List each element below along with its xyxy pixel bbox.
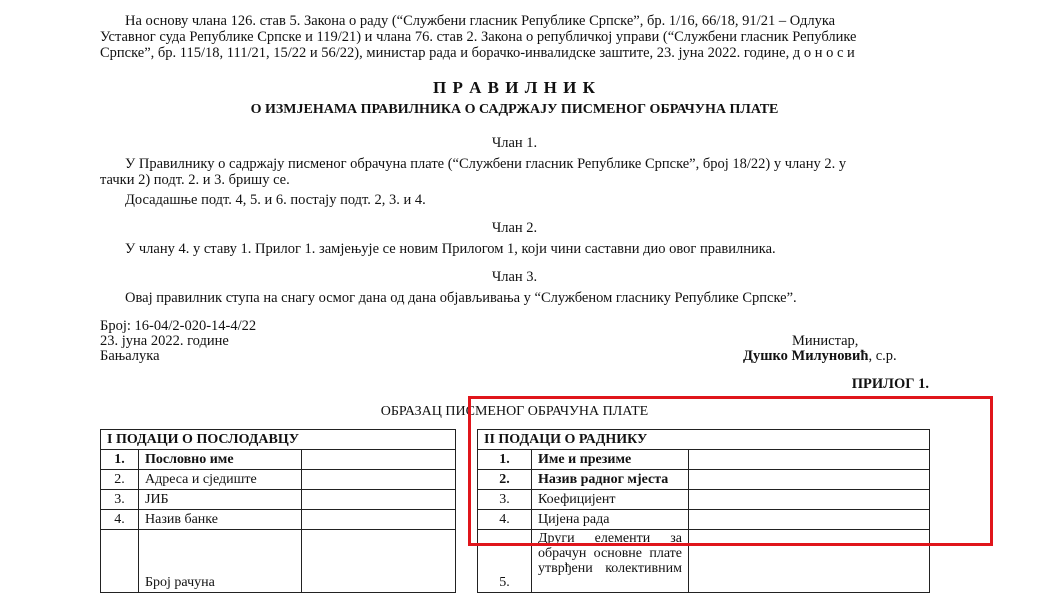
employer-section-title: I ПОДАЦИ О ПОСЛОДАВЦУ [101,430,456,450]
table-row [101,530,456,593]
row-number: 4. [101,510,139,530]
row-number: 2. [101,470,139,490]
row-value [302,510,456,530]
preamble-line-3: Српске”, бр. 115/18, 111/21, 15/22 и 56/22), министар рада и борачко-инвалидске заштите, 23. јуна 2022. године, д о н о с и [100,45,855,61]
document-number: Број: 16-04/2-020-14-4/22 [100,318,257,334]
row-number [101,530,139,593]
row-label: Назив радног мјеста [532,470,689,490]
article-1-heading: Члан 1. [491,135,538,151]
row-label: Адреса и сједиште [139,470,302,490]
row-value [302,490,456,510]
table-row [101,450,456,470]
row-label [532,530,689,593]
table-row [478,490,930,510]
row-label-line-2: обрачун основне плате [538,546,682,561]
row-label: Име и презиме [532,450,689,470]
row-value [689,530,930,593]
row-label: Пословно име [139,450,302,470]
employee-table-header [478,430,930,450]
row-number: 1. [101,450,139,470]
row-value [689,510,930,530]
employee-table [477,429,930,593]
row-value [302,530,456,593]
signatory-name: Душко Милуновић [743,348,869,364]
row-label-line-1: Други елементи за [538,531,682,546]
table-row [101,470,456,490]
preamble-line-1: На основу члана 126. став 5. Закона о раду (“Службени гласник Републике Српске”, бр. 1/16, 66/18, 91/21 – Одлука [125,13,836,29]
row-number: 1. [478,450,532,470]
row-number: 3. [101,490,139,510]
row-value [302,470,456,490]
row-label-line-3: утврђени колективним [538,561,682,576]
article-2-heading: Члан 2. [491,220,538,236]
signatory-block [743,348,897,364]
document-title: П Р А В И Л Н И К [433,78,596,97]
article-1-paragraph-1-line-1: У Правилнику о садржају писменог обрачуна плате (“Службени гласник Републике Српске”, број 18/22) у члану 2. у [125,156,847,172]
document-place: Бањалука [100,348,160,364]
article-1-paragraph-1-line-2: тачки 2) подт. 2. и 3. бришу се. [100,172,290,188]
table-row [101,510,456,530]
row-label: Цијена рада [532,510,689,530]
article-2-paragraph: У члану 4. у ставу 1. Прилог 1. замјењује се новим Прилогом 1, који чини саставни дио овог правилника. [125,241,776,257]
employer-table [100,429,456,593]
form-title: ОБРАЗАЦ ПИСМЕНОГ ОБРАЧУНА ПЛАТЕ [380,404,649,419]
table-row [101,490,456,510]
table-row [478,450,930,470]
table-row [478,510,930,530]
article-3-paragraph: Овај правилник ступа на снагу осмог дана од дана објављивања у “Службеном гласнику Републике Српске”. [125,290,797,306]
row-value [302,450,456,470]
row-number: 4. [478,510,532,530]
row-label: ЈИБ [139,490,302,510]
employer-table-header [101,430,456,450]
signatory-suffix: , с.р. [868,348,897,364]
row-label: Коефицијент [532,490,689,510]
article-3-heading: Члан 3. [491,269,538,285]
row-number: 2. [478,470,532,490]
table-row [478,470,930,490]
article-1-paragraph-2: Досадашње подт. 4, 5. и 6. постају подт. 2, 3. и 4. [125,192,426,208]
table-row [478,530,930,593]
document-date: 23. јуна 2022. године [100,333,229,349]
row-value [689,470,930,490]
row-value [689,490,930,510]
preamble-line-2: Уставног суда Републике Српске и 119/21) и члана 76. став 2. Закона о републичкој управи (“Службени гласник Републике [100,29,857,45]
annex-label: ПРИЛОГ 1. [851,376,929,392]
employee-section-title: II ПОДАЦИ О РАДНИКУ [478,430,930,450]
document-subtitle: О ИЗМЈЕНАМА ПРАВИЛНИКА О САДРЖАЈУ ПИСМЕНОГ ОБРАЧУНА ПЛАТЕ [250,102,779,117]
row-number: 3. [478,490,532,510]
signatory-role: Министар, [792,333,859,349]
row-number: 5. [478,530,532,593]
row-label: Назив банке [139,510,302,530]
row-label: Број рачуна [139,530,302,593]
row-value [689,450,930,470]
